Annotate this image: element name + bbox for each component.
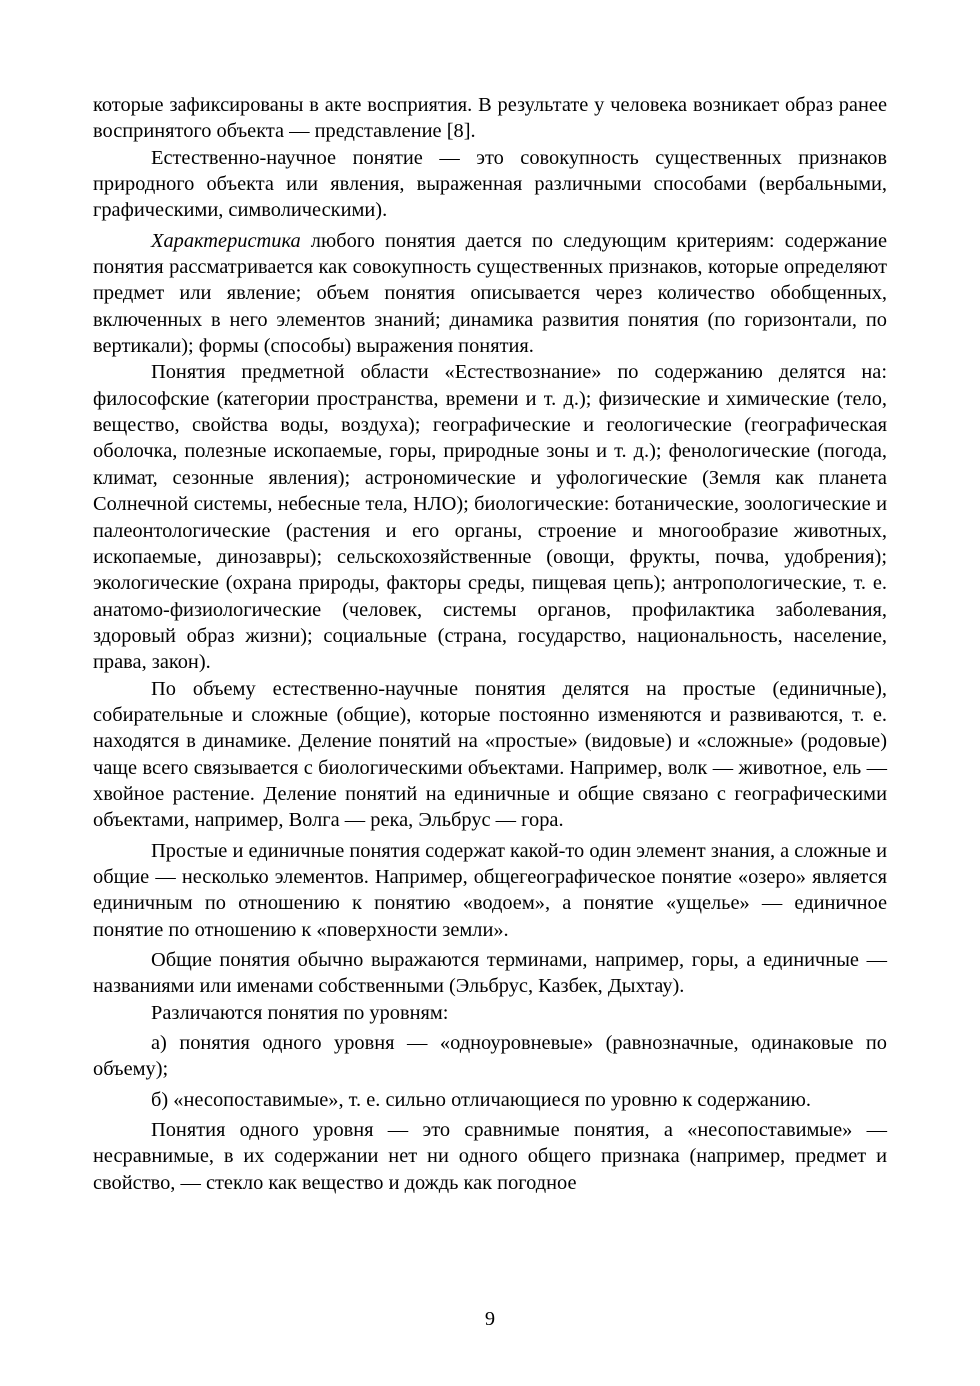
paragraph-natural-science-concept: Естественно-научное понятие — это совокупность существенных признаков природного объекта или явления, выраженная различными способами (вербальными, графическими, символическими). (93, 146, 887, 222)
paragraph-same-level: Понятия одного уровня — это сравнимые понятия, а «несопоставимые» — несравнимые, в их содержании нет ни одного общего признака (например, предмет и свойство, — стекло как вещество и дождь как погодное (93, 1119, 887, 1194)
paragraph-simple-and-single: Простые и единичные понятия содержат какой-то один элемент знания, а сложные и общие — несколько элементов. Например, общегеографическое понятие «озеро» является единичным по отношению к понятию «водоем», а понятие «ущелье» — единичное понятие по отношению к «поверхности земли». (93, 839, 887, 941)
paragraph-levels-intro: Различаются понятия по уровням: (151, 1001, 449, 1024)
paragraph-characteristic-text: любого понятия дается по следующим критериям: содержание понятия рассматривается как совокупность существенных признаков, которые определяют предмет или явление; объем понятия описывается через количество обобщенных, включенных в него элементов знаний; динамика развития понятия (по горизонтали, по вертикали); формы (способы) выражения понятия. (93, 229, 887, 358)
paragraph-volume-classification: По объему естественно-научные понятия делятся на простые (единичные), собирательные и сложные (общие), которые постоянно изменяются и развиваются, т. е. находятся в динамике. Деление понятий на «простые» (видовые) и «сложные» (родовые) чаще всего связывается с биологическими объектами. Например, волк — животное, ель — хвойное растение. Деление понятий на единичные и общие связано с географическими объектами, например, Волга — река, Эльбрус — гора. (93, 677, 887, 832)
paragraph-characteristic (93, 228, 887, 360)
paragraph-general-concepts: Общие понятия обычно выражаются терминами, например, горы, а единичные — названиями или именами собственными (Эльбрус, Казбек, Дыхтау). (93, 949, 887, 998)
paragraph-continuation: которые зафиксированы в акте восприятия. В результате у человека возникает образ ранее воспринятого объекта — представление [8]. (93, 94, 887, 143)
page-number: 9 (484, 1308, 496, 1330)
term-characteristic: Характеристика (151, 229, 301, 252)
list-item-a: а) понятия одного уровня — «одноуровневые» (равнозначные, одинаковые по объему); (93, 1032, 887, 1081)
list-item-b: б) «несопоставимые», т. е. сильно отличающиеся по уровню к содержанию. (151, 1088, 811, 1111)
page-body (93, 92, 887, 1196)
paragraph-content-classification: Понятия предметной области «Естествознание» по содержанию делятся на: философские (категории пространства, времени и т. д.); физические и химические (тело, вещество, свойства воды, воздуха); географические и геологические (географическая оболочка, полезные ископаемые, горы, природные зоны и т. д.); фенологические (погода, климат, сезонные явления); астрономические и уфологические (Земля как планета Солнечной системы, небесные тела, НЛО); биологические: ботанические, зоологические и палеонтологические (растения и его органы, строение и многообразие животных, ископаемые, динозавры); сельскохозяйственные (овощи, фрукты, почва, удобрения); экологические (охрана природы, факторы среды, пищевая цепь); антропологические, т. е. анатомо-физиологические (человек, системы органов, профилактика заболевания, здоровый образ жизни); социальные (страна, государство, национальность, население, права, закон). (93, 361, 887, 674)
